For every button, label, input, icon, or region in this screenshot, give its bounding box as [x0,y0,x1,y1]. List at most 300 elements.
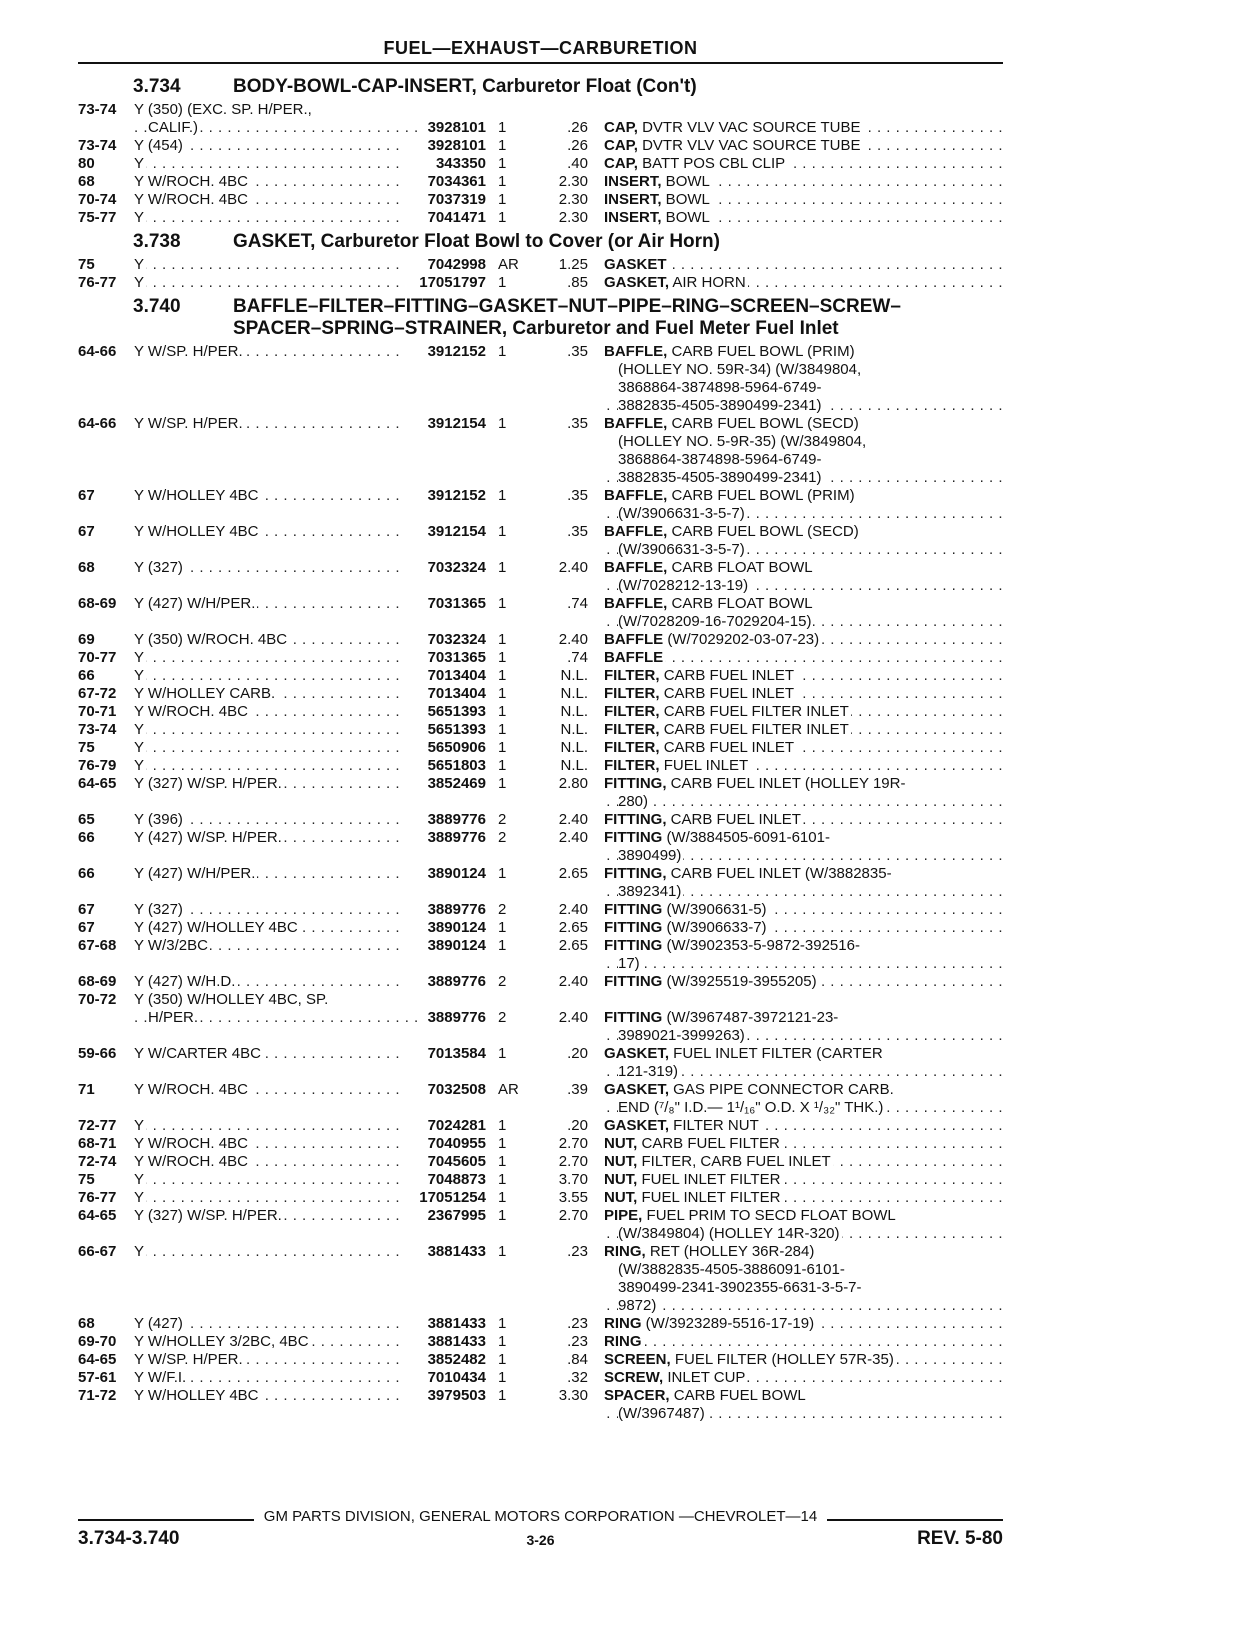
quantity: 1 [498,173,507,190]
description-text [604,191,712,208]
description [588,191,1003,209]
quantity: 1 [498,703,507,720]
part-detail: 121-319) [618,1063,679,1080]
part-detail: CARB FUEL FILTER INLET [659,703,849,720]
part-row [78,1351,1003,1369]
part-row [78,595,1003,631]
description [588,1189,1003,1207]
model-years: 67-72 [78,685,117,702]
application-text: Y [134,721,145,738]
description-text [604,1171,782,1188]
part-row [78,721,1003,739]
part-detail: BOWL [661,173,710,190]
application-text: Y W/CARTER 4BC [134,1045,261,1062]
part-detail: FUEL INLET [659,757,749,774]
quantity: 1 [498,1207,507,1224]
description-text [604,1387,808,1404]
description-text [618,379,824,396]
part-row [78,1081,1003,1117]
quantity: 1 [498,137,507,154]
description [588,703,1003,721]
application-line [134,343,404,361]
quantity: 1 [498,721,507,738]
description-text [604,1333,644,1350]
application-text: Y [134,1171,145,1188]
price: 2.70 [558,1135,588,1152]
model-years: 66 [78,667,95,684]
part-row [78,757,1003,775]
part-detail: CARB FUEL INLET [659,739,795,756]
part-detail: CARB FUEL INLET [666,811,801,828]
description-line [604,793,1003,811]
part-number: 7037319 [427,191,486,208]
application-line [134,415,404,433]
application [134,173,404,191]
quantity: 1 [498,631,507,648]
quantity: 1 [498,523,507,540]
model-years: 71 [78,1081,95,1098]
quantity: 1 [498,119,507,136]
part-row [78,1189,1003,1207]
part-detail: (HOLLEY NO. 59R-34) (W/3849804, [618,361,862,378]
application-text: Y [134,1117,145,1134]
description-text [604,1243,816,1260]
application [134,1351,404,1369]
description-line [604,577,1003,595]
part-row [78,101,1003,137]
price: 2.80 [558,775,588,792]
model-years: 70-77 [78,649,117,666]
part-number: 7032324 [427,559,486,576]
description-line [604,901,1003,919]
description-line [604,505,1003,523]
description-text [604,829,832,846]
part-number: 7013584 [427,1045,486,1062]
description [588,865,1003,901]
price: 1.25 [558,256,588,273]
part-name: NUT, [604,1135,638,1152]
description-line [604,865,1003,883]
description [588,901,1003,919]
application-text: Y [134,155,145,172]
description-line [604,1387,1003,1405]
part-name: FILTER, [604,721,660,738]
price: .23 [567,1333,588,1350]
part-detail: FUEL INLET FILTER [637,1171,781,1188]
application-text: Y (350) W/HOLLEY 4BC, SP. [134,991,329,1008]
description-line [604,721,1003,739]
part-name: RING, [604,1243,646,1260]
part-row [78,685,1003,703]
price: .26 [567,137,588,154]
application [134,919,404,937]
description-line [604,1369,1003,1387]
description-text [604,1153,833,1170]
description-line [604,1243,1003,1261]
description-line [604,1045,1003,1063]
description [588,1243,1003,1315]
part-name: FILTER, [604,703,660,720]
model-years: 73-74 [78,721,117,738]
description-line [604,487,1003,505]
application-text: Y W/3/2BC [134,937,208,954]
model-years: 65 [78,811,95,828]
model-years: 67 [78,523,95,540]
application-line [134,1333,404,1351]
application-text: Y [134,757,145,774]
part-detail: 280) [618,793,649,810]
section-heading [78,296,1003,340]
description-text [604,865,894,882]
description [588,1315,1003,1333]
description-line [604,1135,1003,1153]
part-row [78,1117,1003,1135]
footer-page-number: 3-26 [526,1532,555,1548]
part-detail: (W/3882835-4505-3886091-6101- [618,1261,845,1278]
description-line [604,1405,1003,1423]
part-detail: DVTR VLV VAC SOURCE TUBE [637,137,861,154]
description-text [604,919,769,936]
description-line [604,829,1003,847]
description [588,811,1003,829]
description [588,937,1003,973]
application-line [134,919,404,937]
description-text [618,577,750,594]
price: 2.30 [558,209,588,226]
model-years: 72-74 [78,1153,117,1170]
section-number: 3.738 [133,231,181,252]
description-line [604,775,1003,793]
part-number: 3881433 [427,1243,486,1260]
description-line [604,1207,1003,1225]
part-name: RING [604,1315,642,1332]
part-name: SCREW, [604,1369,664,1386]
description [588,173,1003,191]
part-detail: (W/3884505-6091-6101- [662,829,830,846]
footer-division-line [78,1508,1003,1525]
price: .74 [567,595,588,612]
quantity: 1 [498,1243,507,1260]
description [588,523,1003,559]
model-years: 68-71 [78,1135,117,1152]
part-row [78,1045,1003,1081]
quantity: AR [498,256,519,273]
description-line [604,811,1003,829]
application [134,721,404,739]
application [134,155,404,173]
price: .35 [567,415,588,432]
part-number: 3881433 [427,1333,486,1350]
description-text [604,721,851,738]
price: .39 [567,1081,588,1098]
header-rule [78,62,1003,64]
price: .35 [567,523,588,540]
part-name: BAFFLE, [604,523,668,540]
application [134,649,404,667]
price: 2.65 [558,865,588,882]
part-name: BAFFLE, [604,487,668,504]
part-name: FITTING [604,1009,663,1026]
footer-section-range: 3.734-3.740 [78,1528,180,1549]
description-text [618,469,824,486]
application-text: Y (327) W/SP. H/PER. [134,775,282,792]
description-text [604,595,815,612]
description [588,739,1003,757]
part-detail: CARB FUEL INLET [659,667,795,684]
model-years: 75-77 [78,209,117,226]
application-line [134,865,404,883]
model-years: 66 [78,829,95,846]
part-row [78,703,1003,721]
part-detail: CARB FUEL INLET [659,685,795,702]
part-row [78,667,1003,685]
application-line [134,1045,404,1063]
part-number: 3889776 [427,901,486,918]
description-text [604,1009,840,1026]
quantity: 1 [498,1171,507,1188]
part-name: FITTING [604,901,663,918]
part-detail: CARB FUEL INLET (W/3882835- [666,865,892,882]
description-text [618,883,683,900]
description [588,667,1003,685]
application-text: Y (427) W/H/PER. [134,595,256,612]
quantity: 2 [498,973,507,990]
description [588,595,1003,631]
part-detail: (W/3906631-3-5-7) [618,541,745,558]
description-line [604,703,1003,721]
part-name: GASKET [604,256,667,273]
description-line [604,1081,1003,1099]
application-line [134,523,404,541]
quantity: 1 [498,559,507,576]
application-line [134,703,404,721]
price: 2.40 [558,829,588,846]
part-number: 2367995 [427,1207,486,1224]
description-line [604,343,1003,361]
application [134,757,404,775]
description-text [604,173,712,190]
application [134,739,404,757]
application-line [134,559,404,577]
application-line [134,973,404,991]
description-line [604,847,1003,865]
description-line [604,667,1003,685]
application [134,1333,404,1351]
part-number: 7040955 [427,1135,486,1152]
quantity: 1 [498,937,507,954]
model-years: 73-74 [78,137,117,154]
application-text: Y W/SP. H/PER. [134,1351,243,1368]
part-number: 7041471 [427,209,486,226]
part-row [78,811,1003,829]
model-years: 76-79 [78,757,117,774]
part-detail: END (⁷/₈" I.D.— 1¹/₁₆" O.D. X ¹/₃₂" THK.) [618,1099,884,1116]
part-detail: CARB FUEL INLET (HOLLEY 19R- [666,775,906,792]
part-number: 7048873 [427,1171,486,1188]
part-name: FITTING, [604,775,667,792]
application [134,937,404,973]
price: .84 [567,1351,588,1368]
part-name: BAFFLE, [604,343,668,360]
quantity: 1 [498,1351,507,1368]
part-detail: BOWL [661,191,710,208]
application-text: Y (427) W/H/PER. [134,865,256,882]
part-row [78,901,1003,919]
application [134,191,404,209]
model-years: 80 [78,155,95,172]
description-line [604,274,1003,292]
description-text [618,361,863,378]
description-text [618,541,747,558]
application [134,137,404,155]
application-text: Y (454) [134,137,183,154]
description-line [604,757,1003,775]
description-line [604,631,1003,649]
description-line [604,1333,1003,1351]
application [134,415,404,487]
part-row [78,523,1003,559]
description-line [604,739,1003,757]
application [134,1243,404,1315]
application-line [134,1153,404,1171]
part-detail: FUEL PRIM TO SECD FLOAT BOWL [642,1207,896,1224]
part-detail: FUEL INLET FILTER (CARTER [669,1045,883,1062]
application-line [134,1207,404,1225]
description-text [604,1045,885,1062]
part-number: 3852469 [427,775,486,792]
part-name: BAFFLE, [604,595,668,612]
description-text [604,1369,747,1386]
part-row [78,739,1003,757]
application-text: Y [134,256,145,273]
part-name: FILTER, [604,757,660,774]
price: 2.70 [558,1153,588,1170]
description-text [604,209,712,226]
application-line [134,1189,404,1207]
application [134,703,404,721]
description-text [604,1351,896,1368]
part-number: 3890124 [427,937,486,954]
description-line [604,1153,1003,1171]
application-line [134,775,404,793]
part-name: SPACER, [604,1387,670,1404]
section-title-line: SPACER–SPRING–STRAINER, Carburetor and Fuel Meter Fuel Inlet [233,318,839,339]
application-line [134,274,404,292]
part-row [78,865,1003,901]
part-row [78,1369,1003,1387]
description-text [604,739,796,756]
part-number: 343350 [435,155,486,172]
description [588,685,1003,703]
description-line [604,559,1003,577]
part-detail: (W/3906631-3-5-7) [618,505,745,522]
part-row [78,1243,1003,1315]
part-name: CAP, [604,119,638,136]
application-line [134,1387,404,1405]
quantity: 2 [498,1009,507,1026]
part-name: BAFFLE [604,649,664,666]
application-line [134,631,404,649]
application-text: Y [134,667,145,684]
price: 3.30 [558,1387,588,1404]
description [588,1009,1003,1045]
price: 2.40 [558,559,588,576]
application-text: Y W/SP. H/PER. [134,343,243,360]
description [588,1171,1003,1189]
description [588,209,1003,227]
price: 2.30 [558,173,588,190]
description-line [604,1189,1003,1207]
price: .40 [567,155,588,172]
application-line [134,829,404,847]
description-line [604,883,1003,901]
application-line [134,209,404,227]
footer-rule-left [78,1519,254,1521]
description [588,757,1003,775]
quantity: 1 [498,667,507,684]
model-years: 69 [78,631,95,648]
price: .74 [567,649,588,666]
description-line [604,1261,1003,1279]
application-text: Y W/HOLLEY 4BC [134,487,259,504]
model-years: 69-70 [78,1333,117,1350]
price: 2.40 [558,901,588,918]
quantity: 1 [498,1117,507,1134]
model-years: 68 [78,559,95,576]
part-number: 3912152 [427,487,486,504]
part-detail: (W/7029202-03-07-23) [663,631,820,648]
quantity: 1 [498,343,507,360]
description-text [604,1117,761,1134]
application-line [134,685,404,703]
part-detail: AIR HORN [669,274,746,291]
part-detail: 3890499) [618,847,682,864]
part-detail: (W/3906631-5) [662,901,767,918]
price: 3.55 [558,1189,588,1206]
application [134,595,404,631]
application-text: Y (350) W/ROCH. 4BC [134,631,288,648]
description [588,1207,1003,1243]
application-text: Y (327) [134,559,183,576]
part-number: 7032324 [427,631,486,648]
application-text: Y (396) [134,811,183,828]
description [588,973,1003,991]
application-text: Y W/ROCH. 4BC [134,1153,248,1170]
model-years: 70-74 [78,191,117,208]
description-text [618,1099,885,1116]
part-detail: RET (HOLLEY 36R-284) [645,1243,815,1260]
price: 2.40 [558,1009,588,1026]
model-years: 64-66 [78,415,117,432]
part-row [78,829,1003,865]
section-heading [78,76,1003,98]
application-text: Y W/ROCH. 4BC [134,1135,248,1152]
quantity: 1 [498,1045,507,1062]
description-text [604,487,857,504]
description-line [604,595,1003,613]
part-name: CAP, [604,137,638,154]
model-years: 70-71 [78,703,117,720]
price: .23 [567,1315,588,1332]
part-number: 3852482 [427,1351,486,1368]
price: .26 [567,119,588,136]
description [588,274,1003,292]
part-row [78,415,1003,487]
application-line [134,811,404,829]
price: .32 [567,1369,588,1386]
price: 2.40 [558,631,588,648]
description-text [618,1225,842,1242]
